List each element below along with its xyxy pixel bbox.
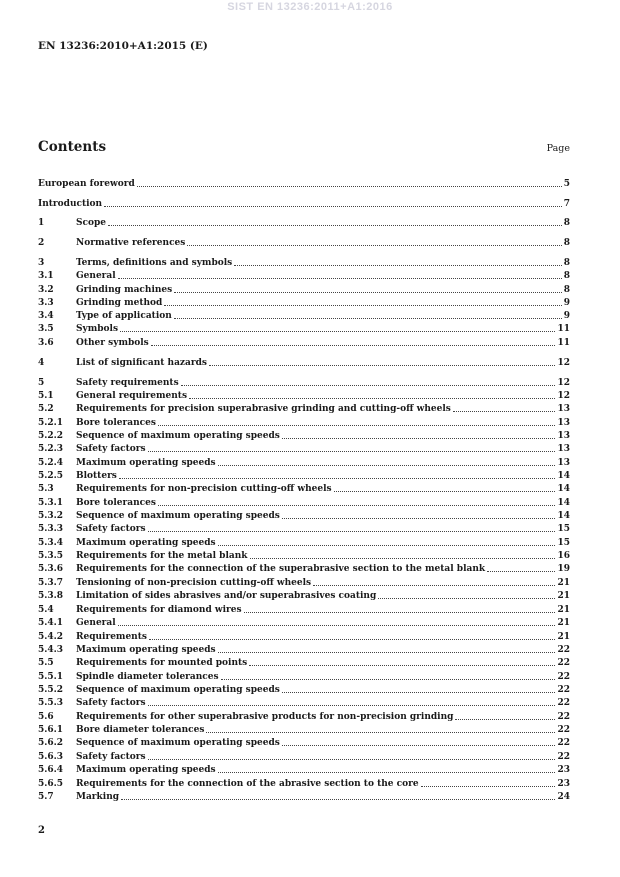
toc-entry-number: 5.6.2 [38,738,64,748]
toc-dot-leader [164,304,561,306]
page-number: 2 [38,825,45,836]
toc-entry-number: 5.5.2 [38,685,64,695]
toc-dot-leader [378,597,555,599]
toc-dot-leader [189,397,555,399]
toc-entry-title: Sequence of maximum operating speeds [76,511,280,521]
toc-entry[interactable] [38,257,570,269]
toc-entry-page: 22 [557,752,570,762]
toc-entry-number: 5.3.4 [38,538,64,548]
toc-entry-page: 14 [557,484,570,494]
toc-entry-title: Spindle diameter tolerances [76,672,219,682]
toc-entry-number: 3.2 [38,285,54,295]
toc-entry[interactable] [38,470,570,482]
toc-entry-page: 22 [557,698,570,708]
toc-entry-page: 23 [557,765,570,775]
toc-entry[interactable] [38,457,570,469]
toc-dot-leader [118,277,562,279]
toc-dot-leader [108,224,562,226]
document-id: EN 13236:2010+A1:2015 (E) [38,40,208,52]
toc-entry-title: Requirements [76,632,147,642]
toc-entry-number: 5.2.3 [38,444,64,454]
toc-entry[interactable] [38,510,570,522]
toc-entry-title: Requirements for diamond wires [76,605,242,615]
toc-entry[interactable] [38,523,570,535]
toc-entry[interactable] [38,563,570,575]
toc-entry-title: General [76,618,116,628]
toc-entry[interactable] [38,657,570,669]
toc-dot-leader [421,785,556,787]
toc-dot-leader [282,691,556,693]
toc-entry-number: 5.3.6 [38,564,64,574]
toc-entry-title: Requirements for the connection of the abrasive section to the core [76,779,419,789]
toc-entry-page: 5 [563,179,570,189]
toc-entry-page: 8 [563,271,570,281]
toc-entry-title: Sequence of maximum operating speeds [76,431,280,441]
toc-dot-leader [104,205,562,207]
toc-entry-number: 3.3 [38,298,54,308]
toc-entry-title: Tensioning of non-precision cutting-off wheels [76,578,312,588]
toc-entry-page: 14 [557,471,570,481]
toc-entry-title: Marking [76,792,120,802]
toc-entry-page: 8 [563,218,570,228]
toc-dot-leader [221,678,556,680]
toc-entry-title: Safety factors [76,524,146,534]
toc-entry-title: Normative references [76,238,186,248]
toc-entry-title: Safety requirements [76,378,179,388]
toc-entry-page: 22 [557,725,570,735]
toc-entry-page: 12 [557,378,570,388]
toc-dot-leader [148,450,556,452]
toc-entry-page: 22 [557,672,570,682]
toc-entry-title: Sequence of maximum operating speeds [76,685,280,695]
toc-dot-leader [249,664,555,666]
toc-entry-page: 8 [563,238,570,248]
toc-entry-title: Maximum operating speeds [76,645,216,655]
toc-dot-leader [121,798,555,800]
toc-entry[interactable] [38,644,570,656]
toc-dot-leader [487,570,555,572]
toc-dot-leader [119,477,556,479]
toc-entry-title: Requirements for other superabrasive products for non-precision grinding [76,712,454,722]
toc-entry-number: 5.6 [38,712,54,722]
toc-dot-leader [250,557,556,559]
toc-entry-page: 21 [557,578,570,588]
toc-entry-page: 13 [557,418,570,428]
toc-entry-number: 5.2.5 [38,471,64,481]
toc-entry-page: 14 [557,511,570,521]
toc-dot-leader [174,317,562,319]
toc-entry-number: 5.4.1 [38,618,64,628]
toc-entry[interactable] [38,778,570,790]
toc-entry-number: 3.5 [38,324,54,334]
watermark: SIST EN 13236:2011+A1:2016 [227,1,393,13]
toc-entry[interactable] [38,443,570,455]
toc-entry-number: 3.6 [38,338,54,348]
toc-entry[interactable] [38,537,570,549]
toc-entry-title: Scope [76,218,107,228]
toc-entry-title: Requirements for precision superabrasive grinding and cutting-off wheels [76,404,451,414]
toc-entry-number: 5.6.1 [38,725,64,735]
toc-entry[interactable] [38,791,570,803]
toc-entry-page: 22 [557,738,570,748]
toc-entry-number: 1 [38,218,45,228]
toc-entry-number: 5.6.3 [38,752,64,762]
toc-entry[interactable] [38,550,570,562]
toc-entry-number: 5.4.2 [38,632,64,642]
toc-entry[interactable] [38,323,570,335]
toc-entry-title: Grinding method [76,298,163,308]
toc-entry-page: 16 [557,551,570,561]
toc-dot-leader [151,344,556,346]
toc-entry-number: 5.3.2 [38,511,64,521]
toc-dot-leader [455,718,555,720]
toc-entry-number: 3 [38,258,45,268]
toc-dot-leader [282,517,556,519]
toc-entry-number: 4 [38,358,45,368]
toc-entry-page: 24 [557,792,570,802]
toc-entry-title: Bore diameter tolerances [76,725,205,735]
toc-entry-number: 5.2 [38,404,54,414]
toc-entry-number: 5.1 [38,391,54,401]
toc-entry-title: Safety factors [76,698,146,708]
toc-entry-page: 12 [557,391,570,401]
toc-entry[interactable] [38,178,570,190]
toc-entry[interactable] [38,198,570,210]
toc-entry-title: Sequence of maximum operating speeds [76,738,280,748]
toc-entry[interactable] [38,764,570,776]
toc-dot-leader [206,731,555,733]
toc-entry[interactable] [38,751,570,763]
toc-dot-leader [218,651,556,653]
toc-dot-leader [174,291,562,293]
toc-entry-page: 9 [563,311,570,321]
toc-entry-title: Introduction [38,199,103,209]
toc-entry-page: 19 [557,564,570,574]
toc-entry-title: Safety factors [76,444,146,454]
toc-dot-leader [244,611,556,613]
toc-entry[interactable] [38,297,570,309]
toc-dot-leader [218,771,556,773]
toc-entry-title: List of significant hazards [76,358,207,368]
toc-entry-page: 8 [563,258,570,268]
toc-dot-leader [218,464,556,466]
toc-entry-number: 5.3.1 [38,498,64,508]
toc-entry-page: 7 [563,199,570,209]
toc-dot-leader [148,530,556,532]
toc-entry-number: 5.4.3 [38,645,64,655]
toc-dot-leader [158,424,556,426]
toc-entry[interactable] [38,497,570,509]
toc-entry-page: 13 [557,444,570,454]
toc-entry-title: Blotters [76,471,117,481]
toc-entry[interactable] [38,577,570,589]
toc-dot-leader [137,185,562,187]
toc-entry[interactable] [38,417,570,429]
toc-dot-leader [120,330,555,332]
toc-dot-leader [334,490,556,492]
toc-entry-page: 22 [557,645,570,655]
toc-entry-page: 21 [557,618,570,628]
toc-entry-page: 11 [557,338,570,348]
toc-entry-title: Type of application [76,311,172,321]
toc-entry-title: Maximum operating speeds [76,538,216,548]
toc-dot-leader [209,364,556,366]
toc-entry-page: 12 [557,358,570,368]
toc-entry-title: Requirements for the metal blank [76,551,248,561]
toc-entry-title: Bore tolerances [76,498,156,508]
toc-entry-title: European foreword [38,179,135,189]
toc-entry-page: 13 [557,431,570,441]
toc-entry-number: 5.5.3 [38,698,64,708]
toc-entry-title: Requirements for non-precision cutting-off wheels [76,484,332,494]
toc-entry-number: 5.2.1 [38,418,64,428]
toc-entry-title: Maximum operating speeds [76,458,216,468]
toc-dot-leader [181,384,556,386]
toc-entry-number: 5.6.5 [38,779,64,789]
toc-entry[interactable] [38,390,570,402]
toc-entry-page: 13 [557,404,570,414]
toc-entry-number: 5.5.1 [38,672,64,682]
page-column-label: Page [546,143,570,154]
toc-entry-number: 3.1 [38,271,54,281]
toc-entry[interactable] [38,711,570,723]
toc-entry-number: 3.4 [38,311,54,321]
toc-entry-page: 9 [563,298,570,308]
toc-entry[interactable] [38,337,570,349]
toc-entry-title: General requirements [76,391,188,401]
toc-entry[interactable] [38,284,570,296]
toc-dot-leader [282,437,556,439]
toc-entry-page: 22 [557,658,570,668]
toc-entry[interactable] [38,671,570,683]
toc-entry-page: 23 [557,779,570,789]
toc-entry[interactable] [38,403,570,415]
toc-entry-page: 21 [557,591,570,601]
toc-entry[interactable] [38,697,570,709]
toc-entry-number: 5.5 [38,658,54,668]
toc-entry[interactable] [38,237,570,249]
toc-entry-number: 5.6.4 [38,765,64,775]
toc-entry-page: 11 [557,324,570,334]
toc-entry-title: General [76,271,116,281]
toc-entry-title: Symbols [76,324,119,334]
toc-entry-number: 5.2.4 [38,458,64,468]
toc-entry[interactable] [38,430,570,442]
toc-dot-leader [149,638,556,640]
toc-entry-number: 2 [38,238,45,248]
toc-entry-number: 5.3.8 [38,591,64,601]
toc-entry-title: Other symbols [76,338,149,348]
toc-entry-number: 5.7 [38,792,54,802]
toc-dot-leader [218,544,556,546]
toc-entry-title: Maximum operating speeds [76,765,216,775]
toc-dot-leader [158,504,556,506]
toc-dot-leader [148,758,556,760]
toc-entry-number: 5.4 [38,605,54,615]
toc-entry-page: 22 [557,685,570,695]
toc-entry-number: 5.3.7 [38,578,64,588]
toc-entry-number: 5.3.5 [38,551,64,561]
toc-dot-leader [313,584,555,586]
toc-entry-title: Terms, definitions and symbols [76,258,233,268]
toc-dot-leader [234,264,561,266]
toc-entry-title: Bore tolerances [76,418,156,428]
toc-entry-title: Safety factors [76,752,146,762]
toc-entry-title: Limitation of sides abrasives and/or superabrasives coating [76,591,377,601]
toc-entry[interactable] [38,310,570,322]
toc-entry[interactable] [38,604,570,616]
toc-entry-page: 13 [557,458,570,468]
toc-entry-number: 5.3 [38,484,54,494]
toc-entry-number: 5.3.3 [38,524,64,534]
toc-entry-title: Grinding machines [76,285,173,295]
toc-dot-leader [118,624,556,626]
toc-entry[interactable] [38,590,570,602]
toc-entry[interactable] [38,617,570,629]
toc-entry[interactable] [38,737,570,749]
toc-entry[interactable] [38,684,570,696]
toc-entry-page: 21 [557,632,570,642]
toc-entry-page: 15 [557,524,570,534]
toc-entry[interactable] [38,724,570,736]
toc-entry-number: 5 [38,378,45,388]
contents-heading: Contents [38,139,107,155]
toc-dot-leader [187,244,561,246]
toc-entry-title: Requirements for the connection of the superabrasive section to the metal blank [76,564,486,574]
toc-dot-leader [453,410,556,412]
toc-entry-page: 15 [557,538,570,548]
toc-entry[interactable] [38,483,570,495]
toc-entry-page: 14 [557,498,570,508]
toc-dot-leader [148,704,556,706]
toc-entry-title: Requirements for mounted points [76,658,248,668]
toc-entry[interactable] [38,270,570,282]
toc-entry[interactable] [38,357,570,369]
toc-entry-page: 21 [557,605,570,615]
toc-entry-page: 8 [563,285,570,295]
toc-entry[interactable] [38,217,570,229]
toc-entry[interactable] [38,631,570,643]
toc-entry-page: 22 [557,712,570,722]
toc-dot-leader [282,744,556,746]
toc-entry-number: 5.2.2 [38,431,64,441]
toc-entry[interactable] [38,377,570,389]
